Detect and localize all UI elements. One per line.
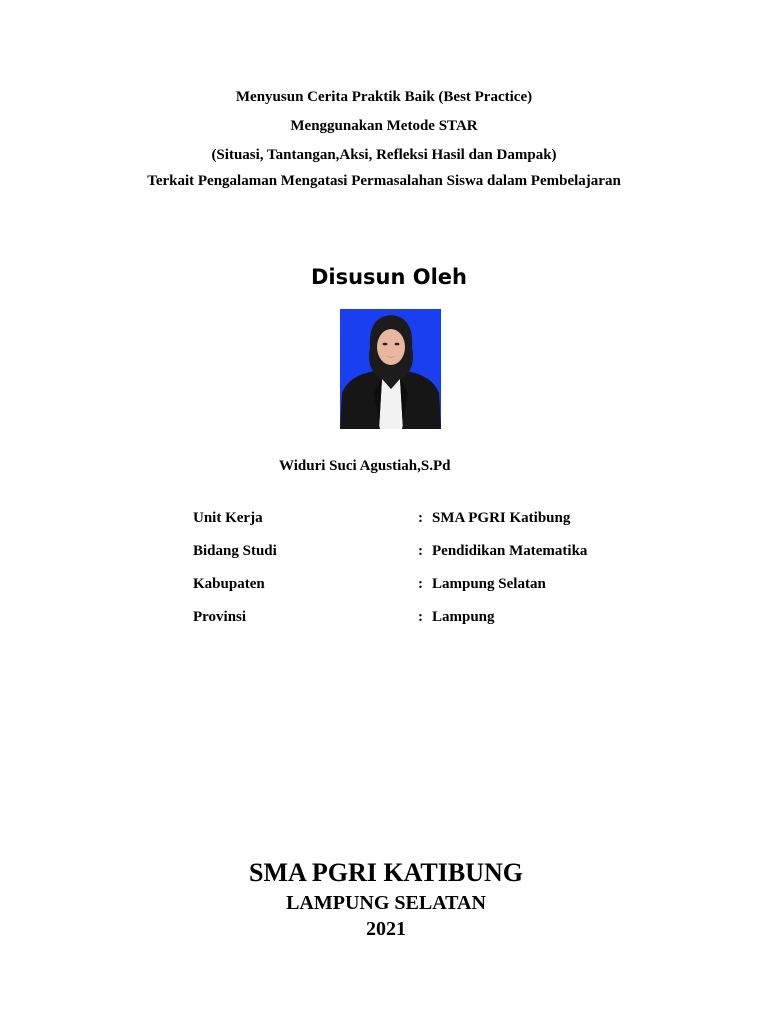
info-row-bidang-studi <box>193 541 653 561</box>
info-label: Kabupaten <box>193 576 265 592</box>
footer-school-name: SMA PGRI KATIBUNG <box>249 858 523 887</box>
info-separator: : <box>418 609 423 625</box>
author-name: Widuri Suci Agustiah,S.Pd <box>279 458 451 474</box>
info-separator: : <box>418 576 423 592</box>
footer-region: LAMPUNG SELATAN <box>286 892 486 914</box>
author-heading: Disusun Oleh <box>310 265 468 289</box>
info-row-unit-kerja <box>193 508 653 528</box>
title-line-3: (Situasi, Tantangan,Aksi, Refleksi Hasil dan Dampak) <box>211 147 557 163</box>
info-label: Provinsi <box>193 609 247 625</box>
footer-year: 2021 <box>366 918 406 940</box>
info-label: Bidang Studi <box>193 543 277 559</box>
title-line-4: Terkait Pengalaman Mengatasi Permasalahan Siswa dalam Pembelajaran <box>147 173 621 189</box>
info-value: Lampung Selatan <box>432 576 546 592</box>
info-separator: : <box>418 510 423 526</box>
info-value: Pendidikan Matematika <box>432 543 588 559</box>
info-label: Unit Kerja <box>193 510 263 526</box>
author-photo <box>340 309 441 429</box>
info-row-kabupaten <box>193 574 653 594</box>
title-line-2: Menggunakan Metode STAR <box>290 118 478 134</box>
info-value: SMA PGRI Katibung <box>432 510 571 526</box>
title-line-1: Menyusun Cerita Praktik Baik (Best Practice) <box>235 89 533 105</box>
info-row-provinsi <box>193 607 653 627</box>
info-value: Lampung <box>432 609 495 625</box>
info-separator: : <box>418 543 423 559</box>
